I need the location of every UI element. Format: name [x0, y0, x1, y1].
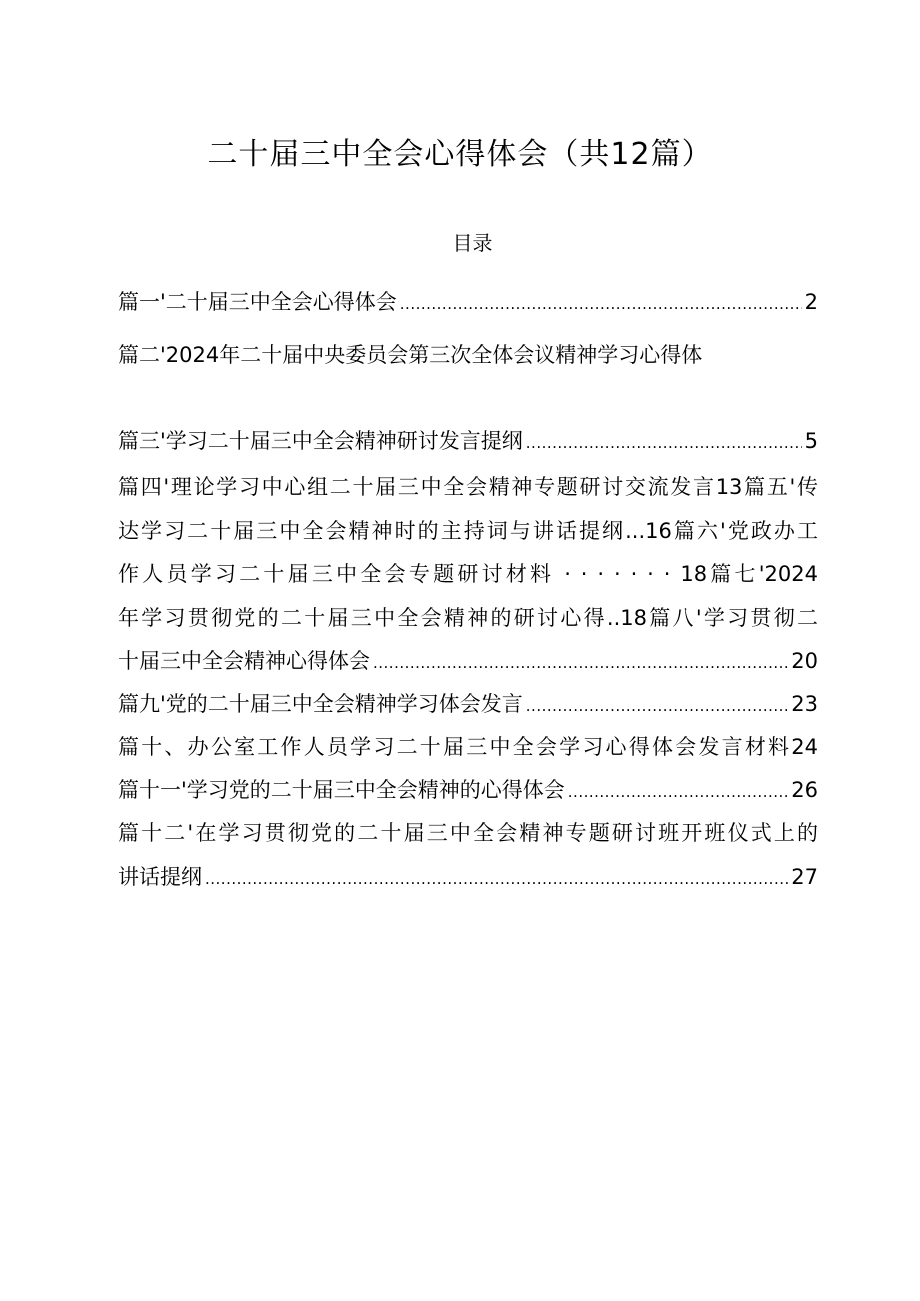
toc-line-7[interactable]: 年学习贯彻党的二十届三中全会精神的研讨心得..18篇八'学习贯彻二: [118, 606, 818, 630]
toc-entry-3[interactable]: [118, 424, 818, 458]
toc-line-5[interactable]: 达学习二十届三中全会精神时的主持词与讲话提纲...16篇六'党政办工: [118, 519, 818, 543]
toc-entry-11[interactable]: [118, 773, 818, 807]
toc-line-4[interactable]: 篇四'理论学习中心组二十届三中全会精神专题研讨交流发言13篇五'传: [118, 475, 818, 499]
toc-heading: 目录: [452, 231, 493, 255]
toc-entry-text: 篇三'学习二十届三中全会精神研讨发言提纲: [118, 429, 523, 453]
toc-page-number: 5: [804, 429, 818, 453]
toc-entry-text: 篇一'二十届三中全会心得体会: [118, 290, 397, 314]
toc-line-13[interactable]: [118, 860, 818, 894]
toc-line-12[interactable]: 篇十二'在学习贯彻党的二十届三中全会精神专题研讨班开班仪式上的: [118, 821, 818, 845]
toc-entry-text: 讲话提纲: [118, 865, 202, 889]
dot-leader: [526, 426, 802, 458]
toc-entry-text: 篇二'2024年二十届中央委员会第三次全体会议精神学习心得体: [118, 343, 703, 367]
toc-entry-1[interactable]: [118, 285, 818, 319]
toc-entry-text: 十届三中全会精神心得体会: [118, 649, 370, 673]
toc-entry-9[interactable]: [118, 687, 818, 721]
toc-page-number: 23: [791, 692, 818, 716]
toc-entry-text: 篇九'党的二十届三中全会精神学习体会发言: [118, 692, 523, 716]
toc-line-8[interactable]: [118, 644, 818, 678]
toc-line-6[interactable]: 作人员学习二十届三中全会专题研讨材料 · · · · · · · 18篇七'2024: [118, 562, 818, 586]
dot-leader: [373, 646, 788, 678]
toc-page-number: 2: [804, 290, 818, 314]
toc-entry-10[interactable]: 篇十、办公室工作人员学习二十届三中全会学习心得体会发言材料24: [118, 735, 818, 759]
toc-entry-text: 篇十一'学习党的二十届三中全会精神的心得体会: [118, 778, 565, 802]
toc-page-number: 26: [791, 778, 818, 802]
toc-entry-2[interactable]: [118, 338, 818, 372]
dot-leader: [526, 689, 788, 721]
toc-page-number: 20: [791, 649, 818, 673]
toc-page-number: 27: [791, 865, 818, 889]
dot-leader: [205, 862, 788, 894]
dot-leader: [568, 775, 788, 807]
dot-leader: [400, 287, 802, 319]
document-title: 二十届三中全会心得体会（共12篇）: [207, 137, 713, 172]
